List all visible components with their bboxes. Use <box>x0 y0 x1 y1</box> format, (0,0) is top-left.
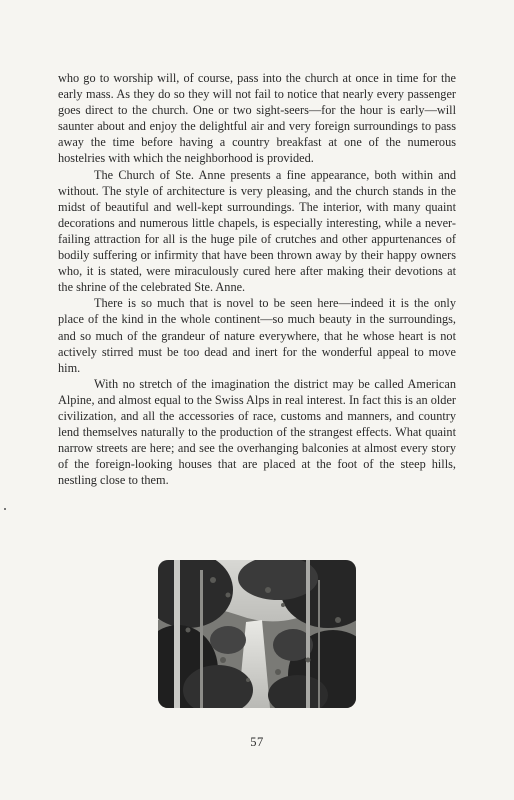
margin-speck <box>4 508 6 510</box>
paragraph-3: There is so much that is novel to be seen here—indeed it is the only place of the kind in the whole continent—so much beauty in the surroundings, and so much of the grandeur of nature everywhere, that he whose heart is not actively stirred must be too dead and inert for the wonderful appeal to move him. <box>58 296 456 375</box>
waterfall-photograph <box>158 560 356 708</box>
paragraph-1: who go to worship will, of course, pass into the church at once in time for the early mass. As they do so they will not fail to notice that nearly every passenger goes direct to the church. One or two sight-seers—for the hour is early—will saunter about and enjoy the delightful air and very foreign surroundings to pass away the time before having a country breakfast at one of the numerous hostelries with which the neighborhood is provided. <box>58 71 456 166</box>
paragraph-2: The Church of Ste. Anne presents a fine appearance, both within and without. The style of architecture is very pleasing, and the church stands in the midst of beautiful and well-kept surroundings. The interior, with many quaint decorations and numerous little chapels, is especially interesting, while a never-failing attraction for all is the huge pile of crutches and other appurtenances of bodily suffering or infirmity that have been thrown away by their happy owners who, it is stated, were miraculously cured here after making their devotions at the shrine of the celebrated Ste. Anne. <box>58 167 456 295</box>
body-text <box>58 70 456 488</box>
page-number: 57 <box>250 735 264 749</box>
paragraph-4: With no stretch of the imagination the district may be called American Alpine, and almost equal to the Swiss Alps in real interest. In fact this is an older civilization, and all the accessories of race, customs and manners, and country lend themselves naturally to the production of the strangest effects. What quaint narrow streets are here; and see the overhanging balconies at almost every story of the foreign-looking houses that are placed at the foot of the steep hills, nestling close to them. <box>58 376 456 488</box>
